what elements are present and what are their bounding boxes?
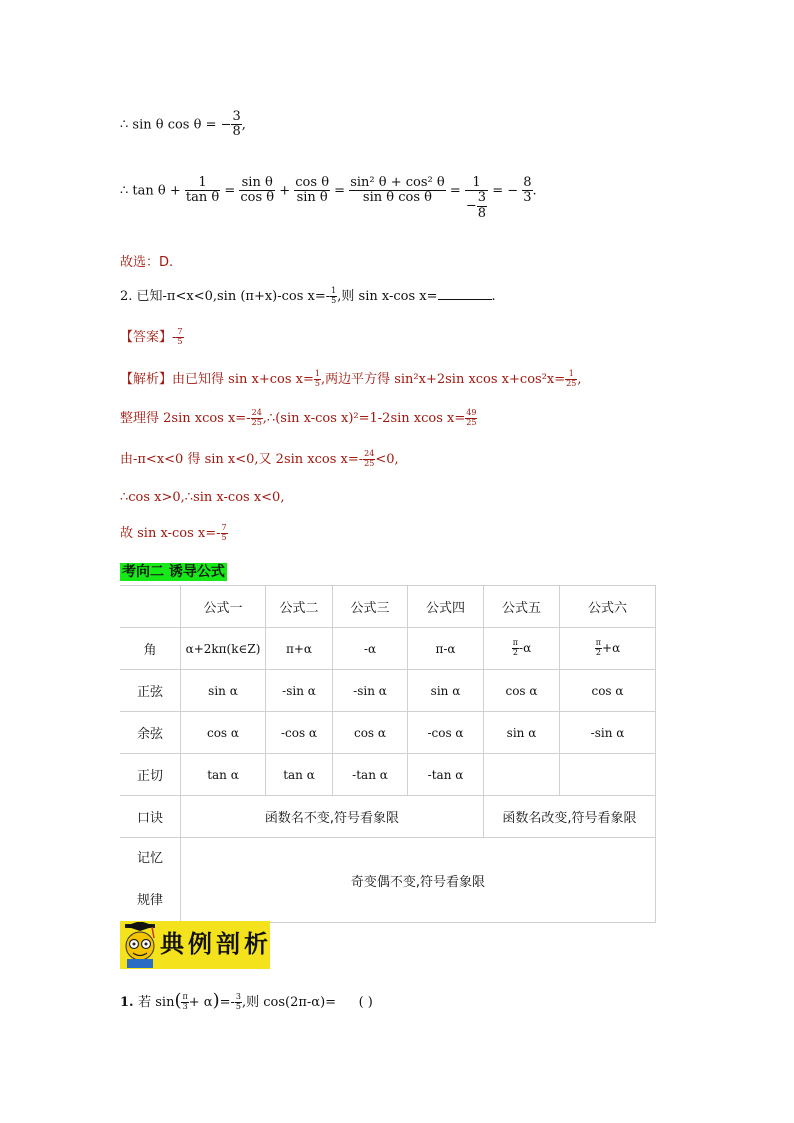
table-cell: -tan α <box>408 754 484 796</box>
table-cell: cos α <box>181 712 266 754</box>
table-cell: -sin α <box>333 670 408 712</box>
section-title: 考向二 诱导公式 <box>122 564 225 580</box>
table-cell: -cos α <box>408 712 484 754</box>
table-cell: tan α <box>181 754 266 796</box>
table-header: 公式一 <box>181 586 266 628</box>
answer-blank <box>438 287 492 300</box>
table-cell: -α <box>333 628 408 670</box>
question-2: 2. 已知-π<x<0,sin (π+x)-cos x=- $\frac{1}{5}$ ,则 sin x-cos x= . <box>120 286 496 305</box>
table-row <box>120 754 656 796</box>
mnemonic-cell: 函数名改变,符号看象限 <box>484 796 656 838</box>
answer-line: 【答案】- $\frac{7}{5}$ <box>120 327 183 346</box>
row-label: 角 <box>120 628 181 670</box>
row-label: 口诀 <box>120 796 181 838</box>
row-label: 正弦 <box>120 670 181 712</box>
table-cell <box>484 754 560 796</box>
table-corner <box>120 586 181 628</box>
table-cell: cos α <box>484 670 560 712</box>
row-label: 余弦 <box>120 712 181 754</box>
table-cell: -sin α <box>560 712 656 754</box>
table-cell: $\frac{\pi}{2}$ +α <box>560 628 656 670</box>
row-label: 记忆 规律 <box>120 838 181 923</box>
scholar-mascot-icon <box>121 922 159 968</box>
table-header: 公式三 <box>333 586 408 628</box>
question-1: 1. 若 sin( $\frac{\pi}{3}$ + α)=- $\frac{3}{5}$ ,则 cos(2π-α)= ( ) <box>120 990 373 1011</box>
table-cell <box>560 754 656 796</box>
memory-rule-cell: 奇变偶不变,符号看象限 <box>181 838 656 923</box>
table-header: 公式四 <box>408 586 484 628</box>
analysis-line-1: 【解析】由已知得 sin x+cos x= $\frac{1}{5}$ ,两边平方得 sin²x+2sin xcos x+cos²x= $\frac{1}{25}$ , <box>120 369 582 388</box>
table-header: 公式六 <box>560 586 656 628</box>
choice-line: 故选：D. <box>120 255 174 270</box>
analysis-line-4: ∴cos x>0,∴sin x-cos x<0, <box>120 490 285 505</box>
derivation-line-2: ∴ tan θ + $\frac{1}{\text{tan θ}}$ = $\frac{\text{sin θ}}{\text{cos θ}}$ + $\frac{\text{cos θ}}{\text{sin θ}}$ = $\frac{\text{sin² θ + cos² θ}}{\text{sin θ cos θ}}$ = 1 − $\frac{3}{8}$ = − $\frac{8}{3}$ . <box>120 175 537 221</box>
induction-formula-table <box>120 585 656 923</box>
table-header: 公式五 <box>484 586 560 628</box>
analysis-line-3: 由-π<x<0 得 sin x<0,又 2sin xcos x=- $\frac{24}{25}$ <0, <box>120 449 399 468</box>
table-cell: π+α <box>266 628 333 670</box>
table-row <box>120 670 656 712</box>
analysis-line-5: 故 sin x-cos x=- $\frac{7}{5}$ <box>120 523 227 542</box>
table-cell: -tan α <box>333 754 408 796</box>
table-cell: π-α <box>408 628 484 670</box>
banner-title: 典例剖析 <box>160 929 272 958</box>
table-cell: sin α <box>408 670 484 712</box>
table-cell: $\frac{\pi}{2}$ -α <box>484 628 560 670</box>
table-cell: sin α <box>484 712 560 754</box>
table-header: 公式二 <box>266 586 333 628</box>
table-row <box>120 796 656 838</box>
table-row <box>120 628 656 670</box>
table-cell: -cos α <box>266 712 333 754</box>
analysis-line-2: 整理得 2sin xcos x=- $\frac{24}{25}$ ,∴(sin x-cos x)²=1-2sin xcos x= $\frac{49}{25}$ <box>120 408 477 427</box>
table-header-row <box>120 586 656 628</box>
table-cell: -sin α <box>266 670 333 712</box>
table-cell: cos α <box>560 670 656 712</box>
table-cell: tan α <box>266 754 333 796</box>
table-cell: α+2kπ(k∈Z) <box>181 628 266 670</box>
table-row <box>120 712 656 754</box>
table-cell: cos α <box>333 712 408 754</box>
table-row <box>120 838 656 923</box>
derivation-line-1: ∴ sin θ cos θ = − $\frac{3}{8}$ , <box>120 109 246 140</box>
row-label: 正切 <box>120 754 181 796</box>
mnemonic-cell: 函数名不变,符号看象限 <box>181 796 484 838</box>
table-cell: sin α <box>181 670 266 712</box>
